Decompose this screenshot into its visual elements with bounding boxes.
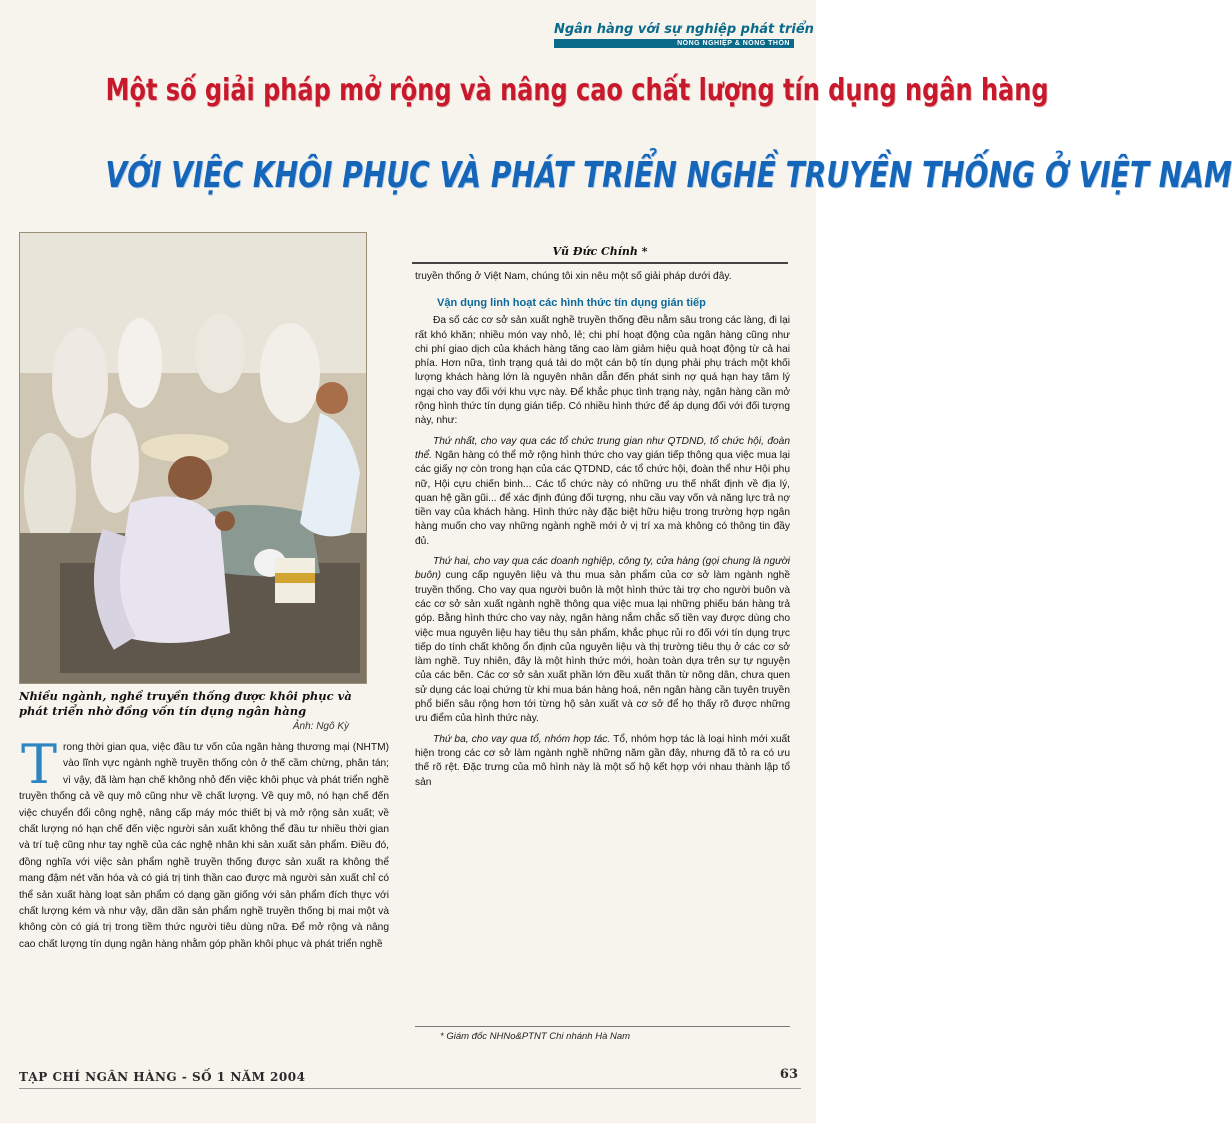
article-title-line1: Một số giải pháp mở rộng và nâng cao chất lượng tín dụng ngân hàng: [105, 73, 1049, 108]
paragraph-1: Đa số các cơ sở sản xuất nghề truyền thống đều nằm sâu trong các làng, đi lại rất khó khăn; nhiều món vay nhỏ, lẻ; chi phí hoạt động của ngân hàng cũng như chi phí giao dịch của khách hàng tăng cao làm giảm hiệu quả hoạt động từ cả hai phía. Hơn nữa, tình trạng quá tải do một cán bộ tín dụng phải phụ trách một khối lượng khách hàng lớn là nguyên nhân dẫn đến phát sinh nợ quá hạn hay tâm lý ngại cho vay đối với khu vực này. Để khắc phục tình trạng này, ngân hàng cần mở rộng hình thức tín dụng gián tiếp. Có nhiều hình thức để áp dụng đối với đối tượng này, như:: [415, 315, 790, 427]
paragraph-2-lead: Thứ nhất, cho vay qua các tổ chức trung gian như QTDND, tổ chức hội, đoàn thể.: [415, 435, 790, 461]
section-header: [554, 22, 814, 48]
paragraph-2: [415, 435, 790, 549]
left-column-body: [19, 733, 389, 953]
footer-rule: [19, 1088, 801, 1089]
footer-journal-name: TẠP CHÍ NGÂN HÀNG - SỐ 1 NĂM 2004: [19, 1070, 306, 1084]
paragraph-3-body: cung cấp nguyên liệu và thu mua sản phẩm của cơ sở làm ngành nghề truyền thống. Cho vay qua người buôn là một hình thức tài trợ cho người buôn và các cơ sở sản xuất ngành nghề thông qua việc mua lại những phiếu bán hàng trả góp. Bằng hình thức cho vay này, ngân hàng nắm chắc số tiền vay được dùng cho việc mua nguyên liệu hay tiêu thụ sản phẩm, khắc phục rủi ro đối với tín dụng trực tiếp do tính chất không ổn định của nguyên liệu và thị trường tiêu thụ ở các cơ sở làm nghề. Tuy nhiên, đây là một hình thức mới, hoàn toàn dựa trên sự tự nguyện của các bên. Các cơ sở sản xuất phần lớn đều xuất thân từ nông dân, chưa quen sử dụng các loại chứng từ khi mua bán hàng hoá, nên ngân hàng cần tuyên truyền phổ biến sâu rộng hơn tới từng hộ sản xuất và cơ sở để họ thấy rõ được những ưu điểm của hình thức này.: [415, 570, 790, 725]
photo-credit: Ảnh: Ngô Kỳ: [292, 721, 349, 732]
article-title-line2: VỚI VIỆC KHÔI PHỤC VÀ PHÁT TRIỂN NGHỀ TRUYỀN THỐNG Ở VIỆT NAM: [105, 155, 1232, 196]
photo-caption: Nhiều ngành, nghề truyền thống được khôi phục và phát triển nhờ đồng vốn tín dụng ngân hàng: [19, 689, 352, 718]
paragraph-3-lead: Thứ hai, cho vay qua các doanh nghiệp, công ty, cửa hàng (gọi chung là người buôn): [415, 556, 790, 582]
paragraph-2-body: Ngân hàng có thể mở rộng hình thức cho vay gián tiếp thông qua việc mua lại các giấy nợ còn trong hạn của các QTDND, các tổ chức hội, đoàn thể như Hội phụ nữ, Hội cựu chiến binh... Các tổ chức này có những ưu thế nhất định về địa lý, quan hệ gần gũi... để xác định đúng đối tượng, nhu cầu vay vốn và năng lực trả nợ tiền vay của khách hàng. Hình thức này đặc biệt hữu hiệu trong trường hợp ngân hàng muốn cho vay những ngành nghề mới ở vị trí xa mà không có thông tin đầy đủ.: [415, 449, 790, 547]
left-column-text: rong thời gian qua, việc đầu tư vốn của ngân hàng thương mại (NHTM) vào lĩnh vực ngành nghề truyền thống còn ở thế cầm chừng, phân tán; vì vậy, đã làm hạn chế không nhỏ đến việc khôi phục và phát triển nghề truyền thống cả về quy mô cũng như về chất lượng. Về quy mô, nó hạn chế đến việc chuyển đổi công nghệ, nâng cấp máy móc thiết bị và mở rộng sản xuất; về chất lượng nó hạn chế đến việc người sản xuất không thể đầu tư nhiều thời gian và trí tuệ cũng như tay nghề của các nghệ nhân khi sản xuất sản phẩm. Điều đó, đồng nghĩa với việc sản phẩm nghề truyền thống được sản xuất ra không thể mang đậm nét văn hóa và có giá trị tinh thần cao được mà người sản xuất chỉ có thể sản xuất hàng loạt sản phẩm có dạng gần giống với sản phẩm đích thực với chất lượng kém và như vậy, dần dần sản phẩm nghề truyền thống bị mai một và không còn có giá trị trong tiềm thức người tiêu dùng nữa. Để mở rộng và nâng cao chất lượng tín dụng ngân hàng nhằm góp phần khôi phục và phát triển nghề: [19, 742, 389, 950]
drop-cap: T: [21, 733, 58, 796]
right-column: [415, 270, 790, 790]
page-number: 63: [779, 1067, 798, 1082]
section-title: Ngân hàng với sự nghiệp phát triển: [554, 22, 814, 37]
paragraph-4-body: Tổ, nhóm hợp tác là loại hình mới xuất hiện trong các cơ sở làm ngành nghề những năm gần đây, nhưng đã tỏ ra có ưu thế rõ rệt. Đặc trưng của mô hình này là một số hộ kết hợp với nhau thành lập tổ sản: [415, 733, 790, 788]
section-subheading: Vận dụng linh hoạt các hình thức tín dụng gián tiếp: [437, 297, 706, 310]
author-divider: [412, 262, 788, 264]
continued-paragraph: truyền thống ở Việt Nam, chúng tôi xin nêu một số giải pháp dưới đây.: [415, 271, 732, 282]
stone-carving-photo-illustration: [20, 233, 366, 683]
section-subtitle: NÔNG NGHIỆP & NÔNG THÔN: [554, 39, 794, 48]
paragraph-4-lead: Thứ ba, cho vay qua tổ, nhóm hợp tác.: [433, 733, 611, 745]
paragraph-4: [415, 733, 790, 790]
footnote-divider: [415, 1026, 790, 1027]
paragraph-3: [415, 555, 790, 727]
article-photo: [19, 232, 367, 684]
author-footnote: * Giám đốc NHNo&PTNT Chi nhánh Hà Nam: [440, 1031, 631, 1042]
author-name: Vũ Đức Chính *: [552, 245, 648, 258]
